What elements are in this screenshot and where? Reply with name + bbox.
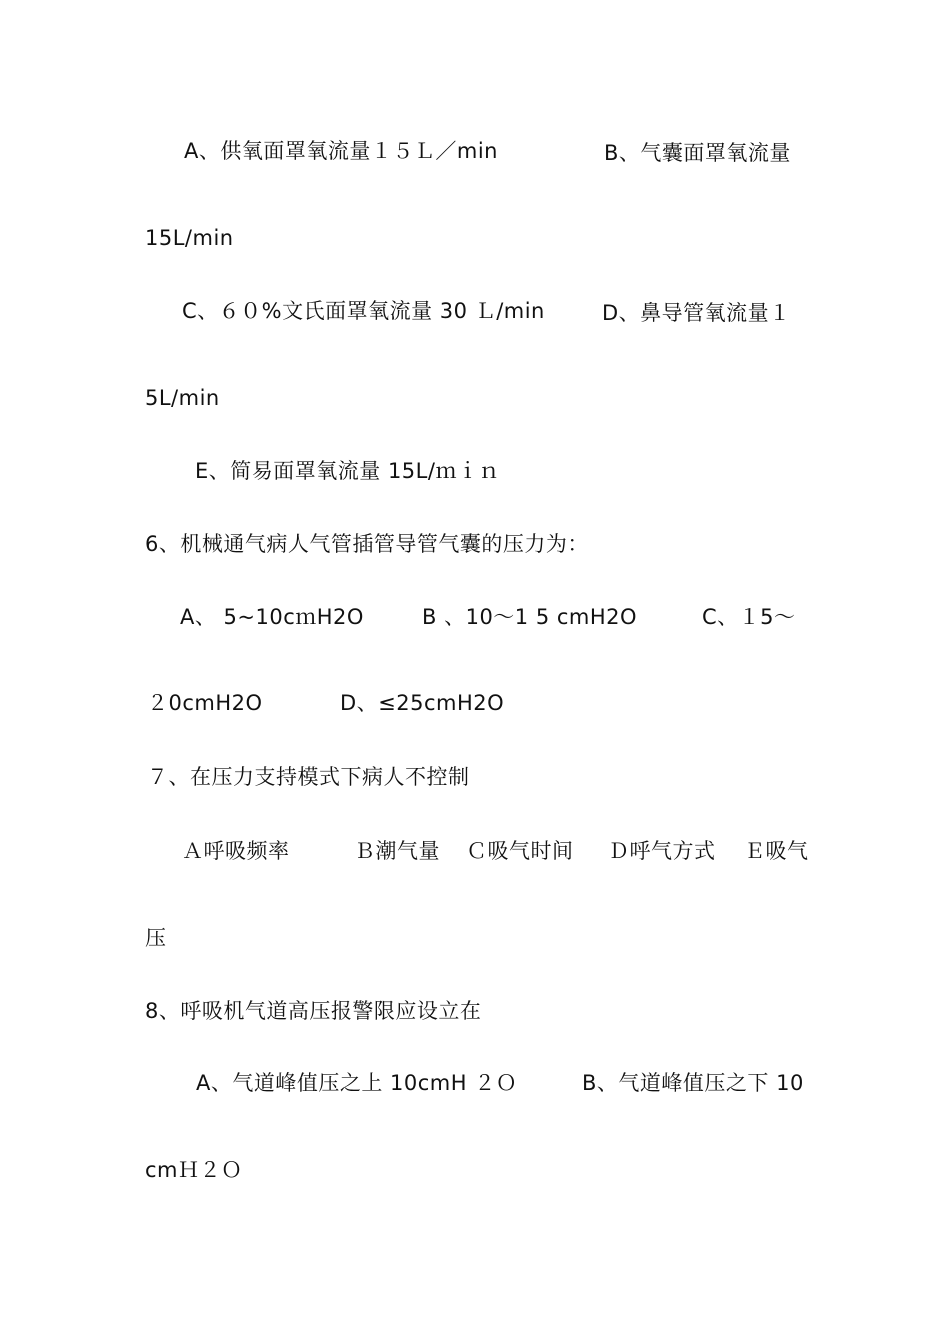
q5-option-c: C、６０%文氏面罩氧流量 30 Ｌ/min <box>182 299 545 323</box>
q5-option-d-continuation: 5L/min <box>145 386 220 410</box>
q5-option-d: D、鼻导管氧流量１ <box>602 301 791 325</box>
q5-option-e: E、简易面罩氧流量 15L/ｍｉｎ <box>195 459 500 483</box>
q6-stem: 6、机械通气病人气管插管导管气囊的压力为： <box>145 532 589 556</box>
q6-option-c-continuation: ２0cmH2O <box>147 691 263 715</box>
q7-option-e-continuation: 压 <box>145 926 167 950</box>
q6-option-c: C、１5～ <box>702 605 796 629</box>
q8-option-b-continuation: cmＨ２Ｏ <box>145 1158 243 1182</box>
q7-option-d: Ｄ呼气方式 <box>608 839 716 863</box>
q7-option-e: Ｅ吸气 <box>744 839 809 863</box>
q7-option-a: Ａ呼吸频率 <box>182 839 290 863</box>
q6-option-d: D、≤25cmH2O <box>340 691 505 715</box>
q7-option-c: Ｃ吸气时间 <box>466 839 574 863</box>
q5-option-b-continuation: 15L/min <box>145 226 234 250</box>
q7-option-b: Ｂ潮气量 <box>354 839 440 863</box>
q8-option-b: B、气道峰值压之下 10 <box>582 1071 804 1095</box>
q6-option-a: A、 5~10cｍH2O <box>180 605 364 629</box>
q8-stem: 8、呼吸机气道高压报警限应设立在 <box>145 999 482 1023</box>
q5-option-b: B、气囊面罩氧流量 <box>604 141 791 165</box>
q6-option-b: B 、10～1 5 cmH2O <box>422 605 638 629</box>
q8-option-a: A、气道峰值压之上 10cmH ２Ｏ <box>196 1071 518 1095</box>
q7-stem: ７、在压力支持模式下病人不控制 <box>147 765 470 789</box>
q5-option-a: A、供氧面罩氧流量１５Ｌ／min <box>184 139 498 163</box>
